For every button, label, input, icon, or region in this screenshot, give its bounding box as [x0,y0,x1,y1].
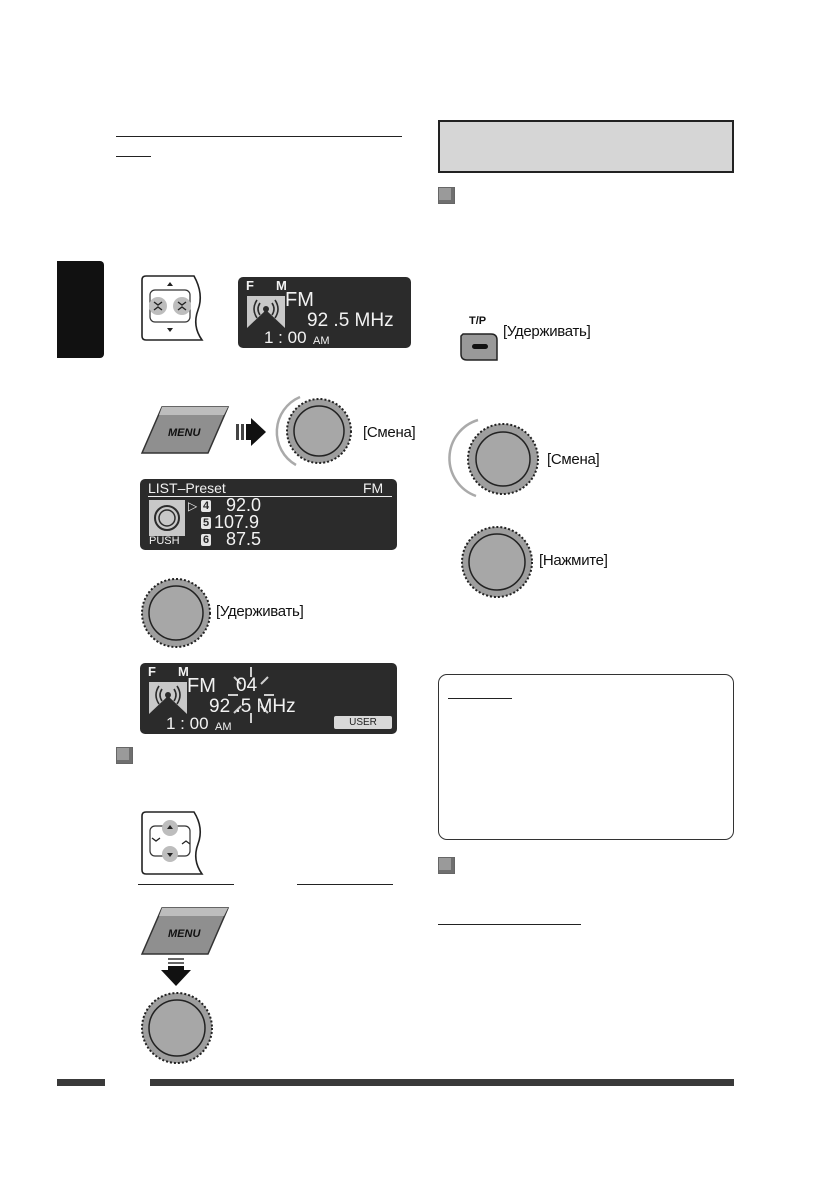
band-label: FM [285,289,314,311]
menu-button-label: MENU [168,427,201,439]
caption-underline [138,884,234,885]
indicator-m: M [178,664,189,679]
footer-bar-left [57,1079,105,1086]
signal-icon [149,682,187,714]
footer-bar-right [150,1079,734,1086]
preset-num-6: 6 [203,534,210,546]
preset-num-4: 4 [203,500,210,512]
rotary-knob[interactable] [459,524,535,600]
list-band: FM [363,480,384,496]
tp-button[interactable] [459,332,499,362]
indicator-f: F [148,664,156,679]
arrow-right-icon [236,418,266,446]
section-bullet-icon [438,187,455,204]
section-bullet-icon [438,857,455,874]
frequency-label: 92 .5 MHz [209,696,296,717]
change-label: [Смена] [363,424,416,441]
note-title-underline [448,698,512,699]
heading-underline-short [116,156,151,157]
preset-number-label: 04 [236,675,258,696]
preset-freq-5: 107.9 [214,512,260,532]
language-tab [57,261,104,358]
cursor-icon: ▷ [188,499,198,513]
rotary-knob[interactable] [458,416,540,498]
indicator-m: M [276,278,287,293]
control-pad-updown-icon[interactable] [138,810,208,876]
hold-label: [Удерживать] [503,323,591,340]
band-label: FM [187,675,216,697]
list-header: LIST–Preset [148,480,226,496]
link-underline [438,924,581,925]
push-label: PUSH [149,535,180,547]
note-box [438,674,734,840]
lcd-display-preset-stored [140,663,397,734]
preset-freq-6: 87.5 [226,529,262,549]
ampm-label: AM [313,335,330,347]
lcd-preset-list [140,479,397,550]
rotary-knob[interactable] [140,577,212,649]
section-title-box [438,120,734,173]
section-bullet-icon [116,747,133,764]
rotary-knob[interactable] [139,990,215,1066]
preset-freq-4: 92.0 [226,495,262,515]
change-label: [Смена] [547,451,600,468]
menu-button-label: MENU [168,928,201,940]
ampm-label: AM [215,721,232,733]
preset-num-5: 5 [203,517,210,529]
menu-button[interactable] [140,405,230,455]
clock-label: 1 : 00 [264,328,307,347]
list-header-divider [148,496,392,497]
signal-icon [247,296,285,328]
control-pad-icon[interactable] [138,274,208,344]
frequency-label: 92 .5 MHz [307,310,394,331]
tp-label: T/P [469,315,487,327]
rotary-knob[interactable] [278,391,358,471]
indicator-f: F [246,278,254,293]
arrow-down-icon [161,958,191,986]
dial-icon [149,500,185,536]
press-label: [Нажмите] [539,552,608,569]
clock-label: 1 : 00 [166,714,209,733]
heading-underline [116,136,402,137]
user-badge: USER [334,716,392,729]
menu-button[interactable] [140,906,230,956]
caption-underline [297,884,393,885]
hold-label: [Удерживать] [216,603,304,620]
lcd-display-fm [238,277,411,348]
